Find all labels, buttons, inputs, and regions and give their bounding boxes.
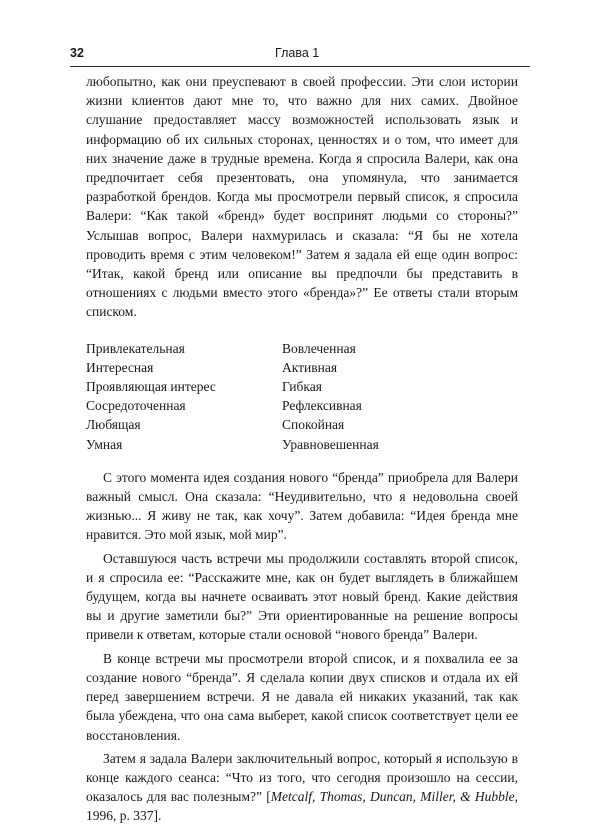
word-list-item-left: Проявляющая интерес xyxy=(86,379,216,395)
word-list-item-left: Любящая xyxy=(86,417,141,433)
word-list-item-right: Вовлеченная xyxy=(282,340,356,356)
chapter-heading: Глава 1 xyxy=(275,46,320,60)
paragraph: В конце встречи мы просмотрели второй список, и я похвалила ее за создание нового “бренда”. Я сделала копии двух списков и отдала их ей перед завершением встречи. Я не давала ей никаких указаний, так как была убеждена, что она сама выберет, какой список соответствует цели ее восстановления. xyxy=(86,650,518,743)
paragraph: С этого момента идея создания нового “бренда” приобрела для Валери важный смысл. Она сказала: “Неудивительно, что я недовольна своей жизнью... Я живу не так, как хочу”. Затем добавила: “Идея бренда мне нравится. Это мой язык, мой мир”. xyxy=(86,469,518,543)
paragraph-continued: любопытно, как они преуспевают в своей профессии. Эти слои истории жизни клиентов дают мне то, что важно для них самих. Двойное слушание предоставляет массу возможностей использовать язык и информацию об их сильных сторонах, ценностях и о том, что имеет для них значение даже в трудные времена. Когда я спросила Валери, как она предпочитает себя презентовать, она упомянула, что занимается разработкой брендов. Когда мы просмотрели первый список, я спросила Валери: “Как такой «бренд» будет воспринят людьми со стороны?” Услышав вопрос, Валери нахмурилась и сказала: “Я бы не хотела проводить время с этим человеком!” Затем я задала ей еще один вопрос: “Итак, какой бренд или описание вы предпочли бы представить в отношениях с людьми вместо этого «бренда»?” Ее ответы стали вторым списком. xyxy=(86,74,518,320)
page-body xyxy=(86,72,518,826)
word-list-item-left: Привлекательная xyxy=(86,340,185,356)
word-list-item-left: Сосредоточенная xyxy=(86,398,186,414)
citation-tail: , 1996, p. 337]. xyxy=(86,789,518,824)
word-list-item-right: Уравновешенная xyxy=(282,436,379,452)
word-list-item-right: Рефлексивная xyxy=(282,398,362,414)
word-list-item-left: Умная xyxy=(86,436,123,452)
word-list-item-right: Спокойная xyxy=(282,417,345,433)
paragraph-final xyxy=(86,749,518,826)
word-list-item-left: Интересная xyxy=(86,359,154,375)
paragraph-final-text: Затем я задала Валери заключительный вопрос, который я использую в конце каждого сеанса: “Что из того, что сегодня произошло на сессии, оказалось для вас полезным?” [ xyxy=(86,750,518,805)
citation-authors: Metcalf, Thomas, Duncan, Miller, & Hubble xyxy=(270,789,515,805)
word-list-item-right: Активная xyxy=(282,359,338,375)
word-list xyxy=(86,339,518,454)
header-rule xyxy=(70,66,530,67)
page-header xyxy=(70,46,530,64)
paragraph: Оставшуюся часть встречи мы продолжили составлять второй список, и я спросила ее: “Расскажите мне, как он будет выглядеть в ближайшем будущем, когда вы начнете осваивать этот новый бренд. Какие действия вы и другие заметили бы?” Эти ориентированные на решение вопросы привели к ответам, которые стали основой “нового бренда” Валери. xyxy=(86,550,518,643)
word-list-item-right: Гибкая xyxy=(282,379,322,395)
page-number: 32 xyxy=(70,46,84,60)
